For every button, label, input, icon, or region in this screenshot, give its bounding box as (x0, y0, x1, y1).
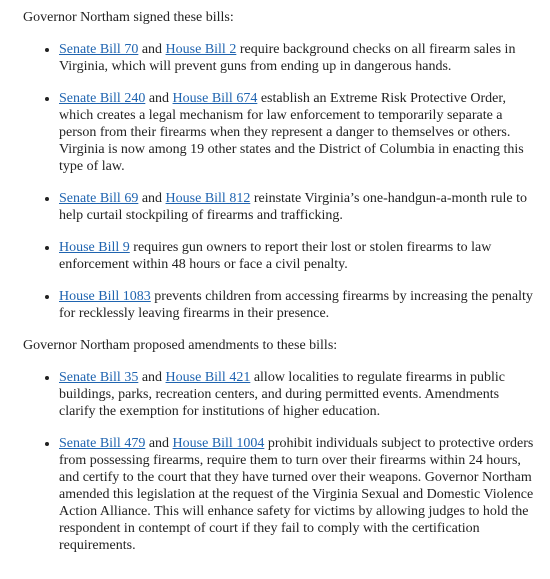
bill-description: require background checks on all firearm sales in Virginia, which will prevent guns from ending up in dangerous hands. (59, 42, 516, 74)
list-item-hb9 (59, 239, 536, 273)
senate-bill-240-link[interactable]: Senate Bill 240 (59, 91, 146, 106)
bill-description: reinstate Virginia’s one-handgun-a-month rule to help curtail stockpiling of firearms and trafficking. (59, 191, 527, 223)
house-bill-421-link[interactable]: House Bill 421 (165, 370, 251, 385)
list-item-sb35-hb421 (59, 369, 536, 420)
connector: and (145, 436, 173, 451)
house-bill-2-link[interactable]: House Bill 2 (165, 42, 237, 57)
amended-bills-intro: Governor Northam proposed amendments to these bills: (23, 338, 338, 353)
house-bill-674-link[interactable]: House Bill 674 (172, 91, 258, 106)
house-bill-1004-link[interactable]: House Bill 1004 (172, 436, 265, 451)
connector: and (138, 42, 166, 57)
list-item-sb70-hb2 (59, 41, 536, 75)
senate-bill-70-link[interactable]: Senate Bill 70 (59, 42, 139, 57)
bill-description: prohibit individuals subject to protective orders from possessing firearms, require them to turn over their firearms within 24 hours, and certify to the court that they have turned over their weapons. Governor Northam amended this legislation at the request of the Virginia Sexual and Domestic Violence Action Alliance. This will enhance safety for victims by allowing judges to hold the respondent in contempt of court if they fail to comply with the certification requirements. (59, 436, 534, 553)
house-bill-1083-link[interactable]: House Bill 1083 (59, 289, 151, 304)
connector: and (145, 91, 173, 106)
senate-bill-69-link[interactable]: Senate Bill 69 (59, 191, 139, 206)
list-item-hb1083 (59, 288, 536, 322)
list-item-sb240-hb674 (59, 90, 536, 175)
signed-bills-intro: Governor Northam signed these bills: (23, 10, 234, 25)
amended-bills-list (23, 369, 536, 554)
signed-bills-list (23, 41, 536, 322)
bill-description: requires gun owners to report their lost or stolen firearms to law enforcement within 48 hours or face a civil penalty. (59, 240, 492, 272)
house-bill-9-link[interactable]: House Bill 9 (59, 240, 130, 255)
bill-description: establish an Extreme Risk Protective Order, which creates a legal mechanism for law enforcement to temporarily separate a person from their firearms when they represent a danger to themselves or others. Virginia is now among 19 other states and the District of Columbia in enacting this type of law. (59, 91, 524, 174)
list-item-sb69-hb812 (59, 190, 536, 224)
bill-description: allow localities to regulate firearms in public buildings, parks, recreation centers, and during permitted events. Amendments clarify the exemption for institutions of higher education. (59, 370, 505, 419)
house-bill-812-link[interactable]: House Bill 812 (165, 191, 251, 206)
connector: and (138, 370, 166, 385)
list-item-sb479-hb1004 (59, 435, 536, 554)
connector: and (138, 191, 166, 206)
bill-description: prevents children from accessing firearms by increasing the penalty for recklessly leaving firearms in their presence. (59, 289, 533, 321)
senate-bill-479-link[interactable]: Senate Bill 479 (59, 436, 146, 451)
senate-bill-35-link[interactable]: Senate Bill 35 (59, 370, 139, 385)
